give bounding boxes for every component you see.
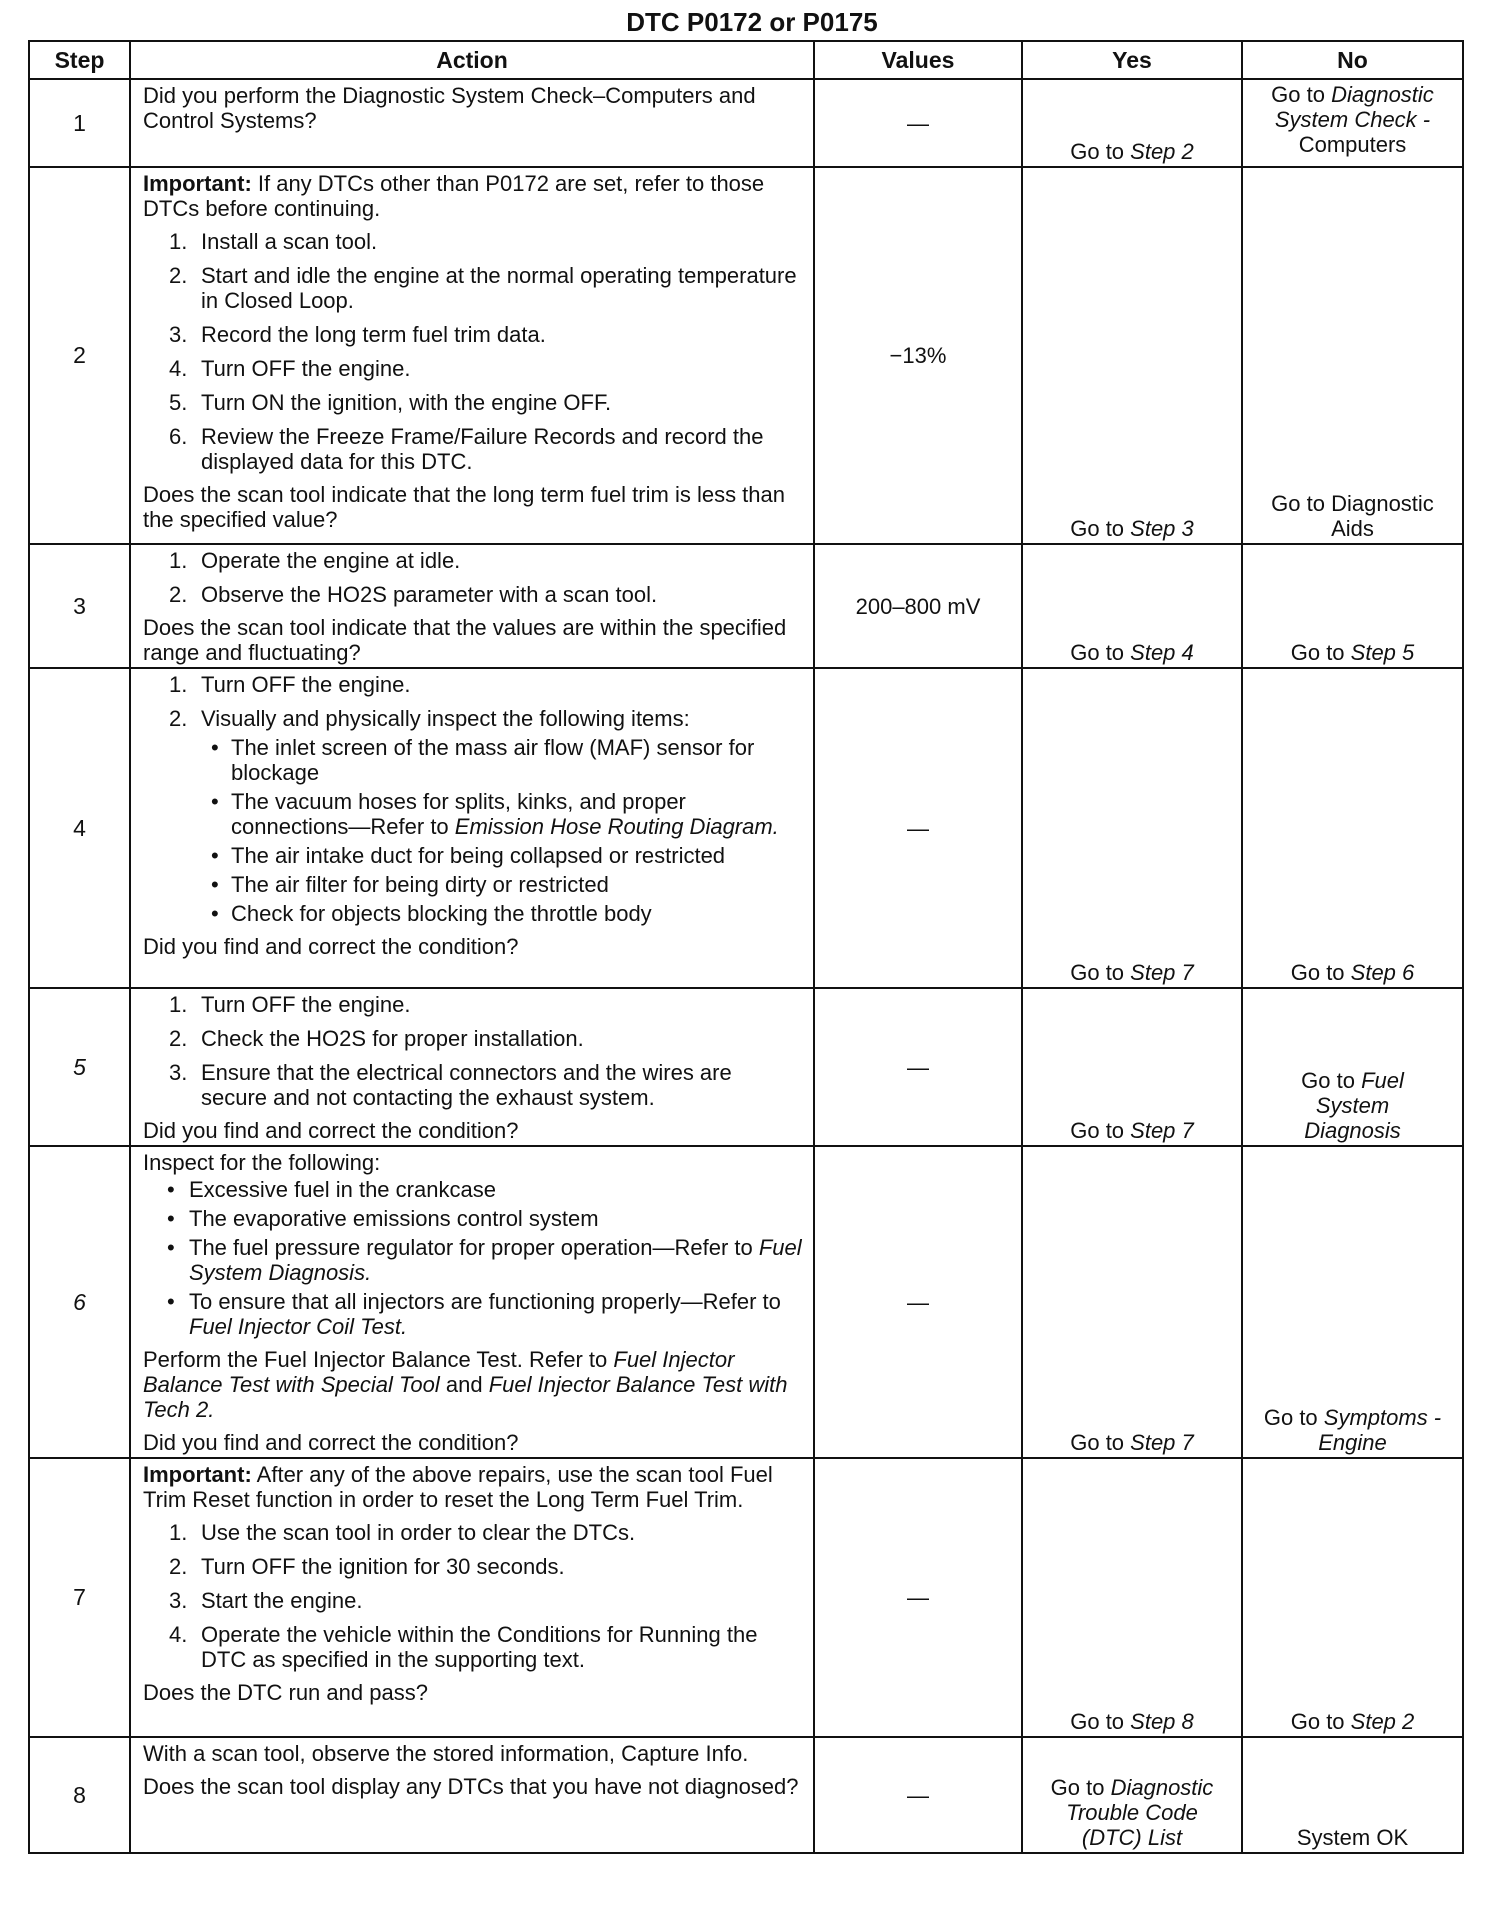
value-cell: −13%	[814, 167, 1022, 544]
step-number: 1	[29, 79, 130, 167]
step-item-text	[201, 424, 763, 474]
action-step-item	[143, 1554, 803, 1579]
action-paragraph	[143, 1680, 803, 1705]
text-run: Go to	[1271, 82, 1332, 107]
action-paragraph	[143, 615, 803, 665]
text-run: Start and idle the engine at the normal operating temperature in Closed Loop.	[201, 263, 797, 313]
page-title: DTC P0172 or P0175	[626, 7, 878, 37]
text-run: Step 7	[1130, 1118, 1194, 1143]
inspection-bullet-item	[201, 789, 803, 839]
text-run: Review the Freeze Frame/Failure Records and record the displayed data for this DTC.	[201, 424, 764, 474]
table-body	[29, 79, 1463, 1853]
text-run: Go to	[1050, 1775, 1111, 1800]
action-bullet-list	[143, 1177, 803, 1339]
text-run: Turn ON the ignition, with the engine OFF.	[201, 390, 612, 415]
action-paragraph	[143, 482, 803, 532]
value-cell: 200–800 mV	[814, 544, 1022, 668]
dtc-diagnostic-table	[28, 40, 1464, 1854]
step-item-number: 3.	[169, 1588, 188, 1613]
step-item-text	[201, 548, 460, 573]
no-outcome	[1242, 988, 1463, 1146]
step-item-text	[201, 229, 377, 254]
header-yes: Yes	[1022, 41, 1242, 79]
text-run: Excessive fuel in the crankcase	[189, 1177, 496, 1202]
action-step-item	[143, 263, 803, 313]
action-step-item	[143, 356, 803, 381]
text-run: Observe the HO2S parameter with a scan tool.	[201, 582, 658, 607]
step-item-number: 2.	[169, 706, 188, 731]
action-bullet-item	[143, 1206, 803, 1231]
text-run: The inlet screen of the mass air flow (MAF) sensor for blockage	[231, 735, 755, 785]
text-run: Step 2	[1350, 1709, 1415, 1734]
step-item-text	[201, 582, 657, 607]
text-run: Check for objects blocking the throttle body	[231, 901, 652, 926]
no-outcome	[1242, 1737, 1463, 1853]
step-item-number: 1.	[169, 992, 188, 1017]
action-paragraph	[143, 83, 803, 133]
action-paragraph	[143, 1462, 803, 1512]
text-run: Operate the engine at idle.	[201, 548, 461, 573]
step-number: 2	[29, 167, 130, 544]
text-run: The air intake duct for being collapsed or restricted	[231, 843, 726, 868]
action-cell	[130, 167, 814, 544]
text-run: Diagnostic Trouble Code (DTC) List	[1066, 1775, 1214, 1850]
step-item-text	[201, 672, 411, 697]
inspection-bullet-item	[201, 901, 803, 926]
text-run: Step 4	[1130, 640, 1194, 665]
table-row-step-6	[29, 1146, 1463, 1458]
text-run: Go to	[1301, 1068, 1362, 1093]
text-run: Ensure that the electrical connectors and the wires are secure and not contacting the exhaust system.	[201, 1060, 732, 1110]
text-run: Computers	[1298, 132, 1407, 157]
text-run: and	[439, 1372, 489, 1397]
action-paragraph	[143, 1118, 803, 1143]
text-run: Fuel System Diagnosis	[1304, 1068, 1404, 1143]
action-step-item	[143, 1026, 803, 1051]
text-run: Record the long term fuel trim data.	[201, 322, 546, 347]
text-run: Use the scan tool in order to clear the DTCs.	[201, 1520, 636, 1545]
header-values: Values	[814, 41, 1022, 79]
text-run: Go to	[1070, 1709, 1131, 1734]
step-item-text	[201, 356, 411, 381]
text-run: The evaporative emissions control system	[189, 1206, 599, 1231]
table-row-step-1	[29, 79, 1463, 167]
yes-outcome	[1022, 1737, 1242, 1853]
text-run: After any of the above repairs, use the scan tool Fuel Trim Reset function in order to reset the Long Term Fuel Trim.	[143, 1462, 773, 1512]
no-outcome	[1242, 1458, 1463, 1737]
action-paragraph	[143, 1430, 803, 1455]
text-run: Does the DTC run and pass?	[143, 1680, 428, 1705]
step-item-text	[201, 1588, 362, 1613]
text-run: Go to	[1070, 516, 1131, 541]
text-run: Go to	[1290, 960, 1351, 985]
text-run: Step 3	[1130, 516, 1194, 541]
action-steps-list	[143, 672, 803, 926]
text-run: Fuel Injector Balance Test with Tech 2.	[143, 1372, 788, 1422]
step-item-number: 1.	[169, 548, 188, 573]
value-cell: —	[814, 1737, 1022, 1853]
text-run: The vacuum hoses for splits, kinks, and proper connections—Refer to	[231, 789, 686, 839]
step-item-text	[201, 1622, 757, 1672]
text-run: Go to	[1070, 139, 1131, 164]
text-run: Turn OFF the ignition for 30 seconds.	[201, 1554, 565, 1579]
value-cell: —	[814, 668, 1022, 988]
action-cell	[130, 668, 814, 988]
text-run: With a scan tool, observe the stored information, Capture Info.	[143, 1741, 749, 1766]
action-step-item	[143, 582, 803, 607]
text-run: Emission Hose Routing Diagram.	[454, 814, 779, 839]
text-run: Symptoms - Engine	[1318, 1405, 1442, 1455]
action-steps-list	[143, 229, 803, 474]
step-item-text	[201, 706, 690, 731]
step-item-number: 3.	[169, 322, 188, 347]
action-step-item	[143, 672, 803, 697]
text-run: Inspect for the following:	[143, 1150, 381, 1175]
table-row-step-5	[29, 988, 1463, 1146]
action-step-item	[143, 1520, 803, 1545]
yes-outcome	[1022, 1458, 1242, 1737]
value-cell: —	[814, 1146, 1022, 1458]
text-run: Go to	[1263, 1405, 1324, 1430]
yes-outcome	[1022, 167, 1242, 544]
text-run: Perform the Fuel Injector Balance Test. Refer to	[143, 1347, 614, 1372]
step-item-text	[201, 263, 797, 313]
action-bullet-item	[143, 1289, 803, 1339]
action-cell	[130, 1458, 814, 1737]
text-run: Step 8	[1130, 1709, 1194, 1734]
yes-outcome	[1022, 1146, 1242, 1458]
yes-outcome	[1022, 79, 1242, 167]
step-item-text	[201, 1554, 565, 1579]
step-number: 7	[29, 1458, 130, 1737]
step-item-number: 2.	[169, 582, 188, 607]
text-run: Check the HO2S for proper installation.	[201, 1026, 584, 1051]
action-steps-list	[143, 992, 803, 1110]
step-item-number: 2.	[169, 1554, 188, 1579]
action-cell	[130, 988, 814, 1146]
step-item-text	[201, 1026, 584, 1051]
text-run: Go to	[1070, 1430, 1131, 1455]
header-step: Step	[29, 41, 130, 79]
step-item-number: 1.	[169, 1520, 188, 1545]
text-run: Visually and physically inspect the following items:	[201, 706, 690, 731]
text-run: Step 6	[1350, 960, 1415, 985]
no-outcome	[1242, 668, 1463, 988]
step-item-text	[201, 992, 411, 1017]
action-step-item	[143, 424, 803, 474]
no-outcome	[1242, 544, 1463, 668]
text-run: To ensure that all injectors are functioning properly—Refer to	[189, 1289, 781, 1314]
value-cell: —	[814, 988, 1022, 1146]
action-paragraph	[143, 1741, 803, 1766]
action-step-item	[143, 322, 803, 347]
action-step-item	[143, 229, 803, 254]
action-cell	[130, 544, 814, 668]
text-run: Fuel System Diagnosis.	[189, 1235, 802, 1285]
text-run: Does the scan tool indicate that the long term fuel trim is less than the specified value?	[143, 482, 785, 532]
step-number: 3	[29, 544, 130, 668]
action-step-item	[143, 1622, 803, 1672]
table-row-step-8	[29, 1737, 1463, 1853]
action-paragraph	[143, 1347, 803, 1422]
text-run: Did you find and correct the condition?	[143, 1118, 519, 1143]
inspection-bullet-item	[201, 843, 803, 868]
text-run: The fuel pressure regulator for proper operation—Refer to	[189, 1235, 759, 1260]
step-number: 4	[29, 668, 130, 988]
step-item-number: 4.	[169, 356, 188, 381]
step-number: 6	[29, 1146, 130, 1458]
no-outcome	[1242, 167, 1463, 544]
text-run: Did you perform the Diagnostic System Check–Computers and Control Systems?	[143, 83, 756, 133]
action-cell	[130, 1737, 814, 1853]
yes-outcome	[1022, 544, 1242, 668]
text-run: Go to	[1070, 1118, 1131, 1143]
text-run: Does the scan tool display any DTCs that you have not diagnosed?	[143, 1774, 799, 1799]
text-run: Install a scan tool.	[201, 229, 378, 254]
text-run: Did you find and correct the condition?	[143, 1430, 519, 1455]
text-run: Go to	[1290, 1709, 1351, 1734]
step-item-text	[201, 390, 611, 415]
text-run: Step 2	[1130, 139, 1194, 164]
table-row-step-2	[29, 167, 1463, 544]
value-cell: —	[814, 1458, 1022, 1737]
action-paragraph	[143, 1774, 803, 1799]
table-header-row	[29, 41, 1463, 79]
step-item-number: 5.	[169, 390, 188, 415]
text-run: Go to	[1070, 960, 1131, 985]
no-outcome	[1242, 79, 1463, 167]
table-row-step-3	[29, 544, 1463, 668]
step-item-text	[201, 1520, 635, 1545]
header-action: Action	[130, 41, 814, 79]
step-number: 8	[29, 1737, 130, 1853]
yes-outcome	[1022, 988, 1242, 1146]
text-run: Step 7	[1130, 1430, 1194, 1455]
action-cell	[130, 1146, 814, 1458]
inspection-bullet-item	[201, 735, 803, 785]
step-item-number: 2.	[169, 263, 188, 288]
text-run: Go to Diagnostic Aids	[1271, 491, 1434, 541]
value-cell: —	[814, 79, 1022, 167]
action-steps-list	[143, 548, 803, 607]
header-no: No	[1242, 41, 1463, 79]
action-step-item	[143, 1060, 803, 1110]
table-row-step-4	[29, 668, 1463, 988]
action-paragraph	[143, 934, 803, 959]
text-run: System OK	[1296, 1825, 1409, 1850]
yes-outcome	[1022, 668, 1242, 988]
text-run: Did you find and correct the condition?	[143, 934, 519, 959]
action-paragraph	[143, 171, 803, 221]
text-run: Important:	[143, 1462, 252, 1487]
step-item-number: 2.	[169, 1026, 188, 1051]
action-step-item	[143, 548, 803, 573]
action-step-item	[143, 992, 803, 1017]
step-item-number: 3.	[169, 1060, 188, 1085]
text-run: Fuel Injector Balance Test with Special Tool	[143, 1347, 735, 1397]
step-item-number: 1.	[169, 672, 188, 697]
action-step-item	[143, 706, 803, 926]
no-outcome	[1242, 1146, 1463, 1458]
text-run: Fuel Injector Coil Test.	[189, 1314, 408, 1339]
table-row-step-7	[29, 1458, 1463, 1737]
text-run: Go to	[1290, 640, 1351, 665]
text-run: Operate the vehicle within the Conditions for Running the DTC as specified in the supporting text.	[201, 1622, 758, 1672]
text-run: The air filter for being dirty or restricted	[231, 872, 609, 897]
text-run: Diagnostic System Check -	[1274, 82, 1434, 132]
action-step-item	[143, 1588, 803, 1613]
text-run: If any DTCs other than P0172 are set, refer to those DTCs before continuing.	[143, 171, 765, 221]
step-item-number: 1.	[169, 229, 188, 254]
inspection-bullet-list	[201, 735, 803, 926]
text-run: Step 5	[1350, 640, 1415, 665]
text-run: Important:	[143, 171, 252, 196]
text-run: Turn OFF the engine.	[201, 356, 411, 381]
text-run: Start the engine.	[201, 1588, 363, 1613]
step-item-text	[201, 1060, 732, 1110]
step-item-number: 6.	[169, 424, 188, 449]
text-run: Turn OFF the engine.	[201, 992, 411, 1017]
step-item-number: 4.	[169, 1622, 188, 1647]
text-run: Does the scan tool indicate that the values are within the specified range and fluctuating?	[143, 615, 787, 665]
step-item-text	[201, 322, 546, 347]
step-number: 5	[29, 988, 130, 1146]
action-cell	[130, 79, 814, 167]
text-run: Turn OFF the engine.	[201, 672, 411, 697]
action-bullet-item	[143, 1177, 803, 1202]
action-steps-list	[143, 1520, 803, 1672]
action-bullet-item	[143, 1235, 803, 1285]
text-run: Go to	[1070, 640, 1131, 665]
action-step-item	[143, 390, 803, 415]
text-run: Step 7	[1130, 960, 1194, 985]
action-paragraph	[143, 1150, 803, 1175]
inspection-bullet-item	[201, 872, 803, 897]
